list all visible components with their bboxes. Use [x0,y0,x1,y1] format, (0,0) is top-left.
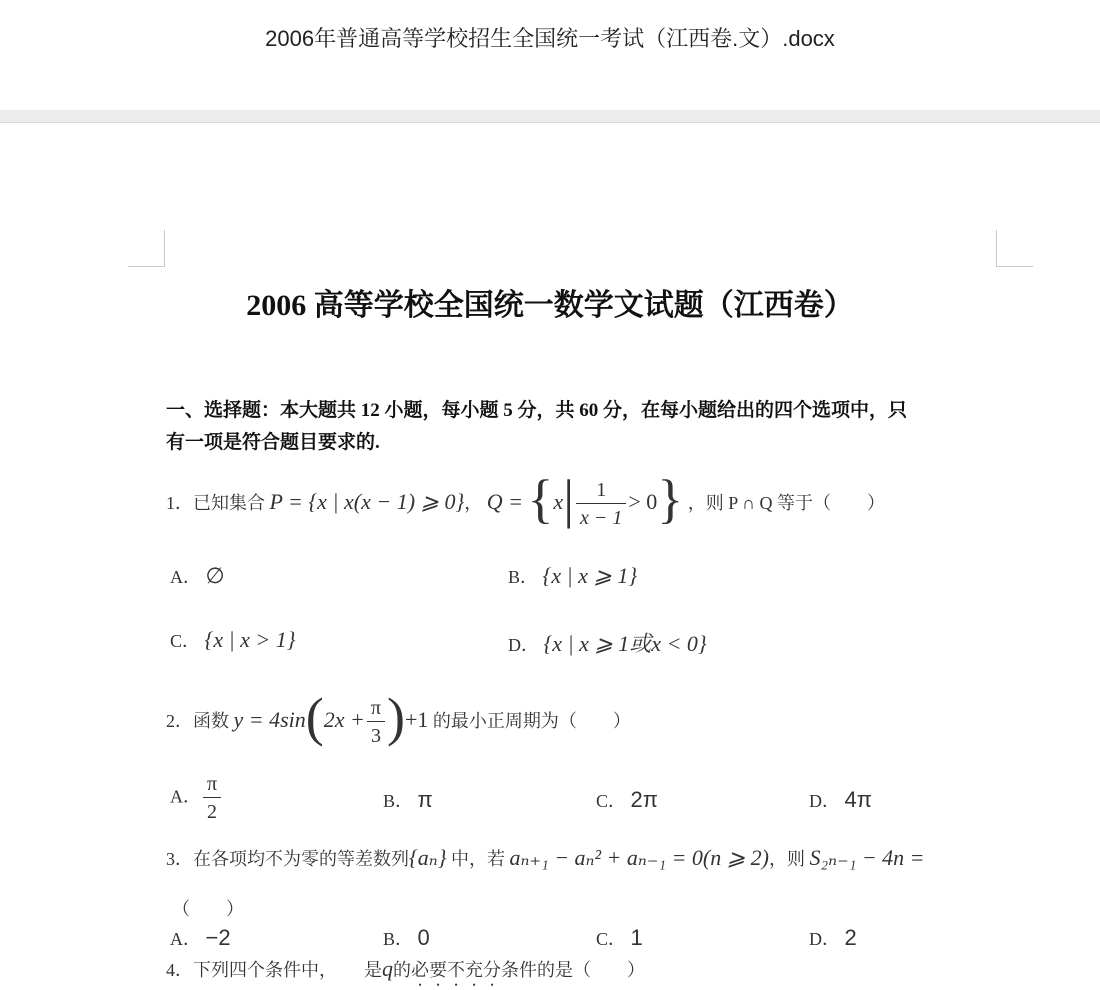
fraction-denominator: x − 1 [580,507,623,530]
option-value: −2 [205,925,231,950]
option-value: {x | x > 1} [204,627,296,652]
question-text-mid: 中，若 [451,849,506,869]
bar: | [563,469,574,529]
option-value: 2π [630,787,658,812]
set-p: P = {x | x(x − 1) ⩾ 0} [269,489,465,514]
q2-option-d [809,787,872,813]
fraction [367,695,385,750]
option-label: D． [809,791,840,811]
fraction-denominator: 2 [207,801,218,823]
option-label: A． [170,929,201,949]
paren-open: ( [305,687,324,747]
q1-option-b [508,563,637,589]
option-label: B． [508,567,539,587]
fraction [576,477,626,532]
set-q-rhs: > 0 [628,489,658,514]
option-value: 0 [417,925,430,950]
question-2 [166,686,631,750]
q3-option-c [596,925,643,951]
option-value: 4π [844,787,872,812]
question-text-then: ，则 [769,849,806,869]
fraction-numerator: π [203,771,221,798]
question-suffix: 条件的是（ ） [501,960,645,980]
question-text-3: 的 [393,960,411,980]
window-titlebar [0,0,1100,110]
q2-option-a [170,771,223,826]
fraction-numerator: 1 [576,477,626,504]
expr-inner: 2x + [323,707,365,732]
margin-mark-top-right [996,230,1033,267]
option-value: 2 [844,925,857,950]
file-name: 2006年普通高等学校招生全国统一考试（江西卷.文）.docx [265,26,835,51]
question-number: 3． [166,849,193,869]
question-3 [166,845,925,871]
option-value: 1 [630,925,643,950]
question-suffix: 的最小正周期为（ ） [432,711,631,731]
document-title: 2006 高等学校全国统一数学文试题（江西卷） [246,289,854,322]
q2-option-b [383,787,433,813]
question-number: 2． [166,711,193,731]
q3-option-a [170,925,231,951]
set-q-lhs: Q = [486,489,523,514]
expr-left: y = 4sin [233,707,306,732]
paren-close: ) [387,687,405,747]
brace-open: { [527,469,554,529]
option-value: π [417,787,433,812]
q1-option-d [508,627,707,658]
expression: S₂ₙ₋₁ − 4n = [809,845,925,870]
sequence: {aₙ} [409,845,447,870]
question-number: 4． [166,960,193,980]
question-text: 已知集合 [193,493,265,513]
blank-gap [328,960,364,980]
q1-option-c [170,627,296,653]
emphasized-text: 必要不充分 [411,960,501,980]
separator: ， [464,493,483,513]
question-suffix: ，则 P ∩ Q 等于（ ） [687,493,886,513]
set-q-var: x [553,489,564,514]
q2-option-c [596,787,658,813]
variable-q: q [382,956,393,981]
fraction [203,771,221,826]
question-text: 在各项均不为零的等差数列 [193,849,409,869]
brace-close: } [657,469,684,529]
option-value: ∅ [205,563,225,588]
question-text: 函数 [193,711,229,731]
option-value: {x | x ⩾ 1} [542,563,638,588]
question-text: 下列四个条件中， [193,960,328,980]
question-1 [166,468,885,532]
option-label: D． [809,929,840,949]
option-label: B． [383,929,414,949]
option-label: C． [170,631,201,651]
q3-option-d [809,925,857,951]
question-4 [166,956,645,990]
fraction-denominator: 3 [370,725,381,748]
question-number: 1． [166,493,193,513]
q1-option-a [170,563,225,589]
option-label: A． [170,567,201,587]
question-text-2: 是 [364,960,382,980]
option-label: C． [596,791,627,811]
expr-right: +1 [405,707,429,732]
section-heading-line2: 有一项是符合题目要求的. [166,432,380,453]
option-label: B． [383,791,414,811]
margin-mark-top-left [128,230,165,267]
document-page [0,123,1100,990]
section-heading-line1: 一、选择题：本大题共 12 小题，每小题 5 分，共 60 分，在每小题给出的四个选项中，只 [166,400,908,421]
question-3-blank: （ ） [172,899,244,919]
q3-option-b [383,925,430,951]
fraction-numerator: π [367,695,385,722]
option-label: D． [508,635,539,655]
option-value: {x | x ⩾ 1或x < 0} [543,631,707,656]
option-label: C． [596,929,627,949]
option-label: A． [170,786,201,807]
condition: aₙ₊₁ − aₙ² + aₙ₋₁ = 0(n ⩾ 2) [509,845,770,870]
page-separator [0,110,1100,123]
